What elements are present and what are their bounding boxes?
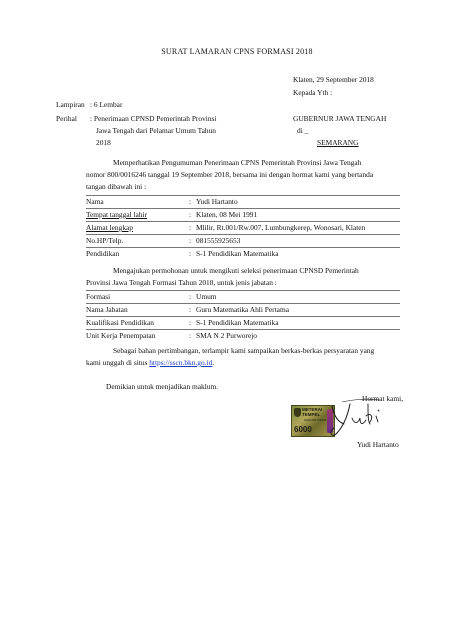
signer-name: Yudi Hartanto <box>357 440 399 449</box>
colon: : <box>189 331 192 340</box>
field-label: Unit Kerja Penempatan <box>86 331 156 340</box>
perihal-value-line1: : Penerimaan CPNSD Pemerintah Provinsi <box>90 114 217 123</box>
field-value: Yudi Hartanto <box>196 197 238 206</box>
field-label: Kualifikasi Pendidikan <box>86 318 154 327</box>
intro-line3: tangan dibawah ini : <box>86 182 147 191</box>
recipient-line2: di _ <box>297 126 309 135</box>
lampiran-value: : 6 Lembar <box>90 100 123 109</box>
place-date: Klaten, 29 September 2018 <box>293 75 374 84</box>
perihal-value-line3: 2018 <box>96 138 111 147</box>
colon: : <box>189 305 192 314</box>
stamp-serial: 6AFF294774603 <box>304 418 327 422</box>
field-label: Tempat tanggal lahir <box>86 210 148 219</box>
field-label: Pendidikan <box>86 249 120 258</box>
colon: : <box>189 236 192 245</box>
intro-line1: Memperhatikan Pengumuman Penerimaan CPNS Pemerintah Provinsi Jawa Tengah <box>113 158 362 167</box>
field-value: Klaten, 08 Mei 1991 <box>196 210 258 219</box>
field-value: 081555925653 <box>196 236 241 245</box>
field-value: Mlilir, Rt.001/Rw.007, Lumbungkerep, Wonosari, Klaten <box>196 223 366 232</box>
table-rule <box>86 234 400 235</box>
consider-line1: Sebagai bahan pertimbangan, terlampir kami sampaikan berkas-berkas persyaratan yang <box>113 346 375 355</box>
table-rule <box>86 208 400 209</box>
field-label: Alamat lengkap <box>86 223 133 232</box>
table-rule <box>86 316 400 317</box>
field-label: No.HP/Telp. <box>86 236 124 245</box>
colon: : <box>189 249 192 258</box>
colon: : <box>189 197 192 206</box>
table-rule <box>86 329 400 330</box>
colon: : <box>189 292 192 301</box>
field-value: S-1 Pendidikan Matematika <box>196 318 279 327</box>
table-rule <box>86 221 400 222</box>
field-value: Guru Matematika Ahli Pertama <box>196 305 289 314</box>
field-label: Nama Jabatan <box>86 305 128 314</box>
perihal-value-line2: Jawa Tengah dari Pelamar Umum Tahun <box>96 126 216 135</box>
consider-line2 <box>86 358 214 367</box>
colon: : <box>189 223 192 232</box>
recipient-city: SEMARANG <box>317 138 359 147</box>
garuda-emblem-icon <box>294 408 301 417</box>
stamp-line1: METERAI <box>302 407 323 412</box>
table-rule <box>86 290 400 291</box>
regards-text: Hormat kami, <box>362 394 404 403</box>
closing-text: Demikian untuk menjadikan maklum. <box>106 382 219 391</box>
field-value: Umum <box>196 292 217 301</box>
letter-title: SURAT LAMARAN CPNS FORMASI 2018 <box>161 47 313 56</box>
field-label: Formasi <box>86 292 111 301</box>
field-value: SMA N 2 Purworejo <box>196 331 257 340</box>
stamp-line2: TEMPEL <box>302 412 321 417</box>
table-rule <box>86 195 400 196</box>
handwritten-signature <box>318 394 388 438</box>
apply-line2: Provinsi Jawa Tengah Formasi Tahun 2018, untuk jenis jabatan : <box>86 278 277 287</box>
colon: : <box>189 210 192 219</box>
sscn-link[interactable]: https://sscn.bkn.go.id <box>149 358 213 367</box>
field-value: S-1 Pendidikan Matematika <box>196 249 279 258</box>
consider-prefix: kami unggah di situs <box>86 358 150 367</box>
lampiran-label: Lampiran <box>56 100 85 109</box>
perihal-label: Perihal <box>56 114 77 123</box>
field-label: Nama <box>86 197 104 206</box>
stamp-value: 6000 <box>294 425 312 434</box>
to-label: Kepada Yth : <box>293 88 333 97</box>
consider-suffix: . <box>212 358 215 367</box>
apply-line1: Mengajukan permohonan untuk mengikuti seleksi penerimaan CPNSD Pemerintah <box>113 266 359 275</box>
recipient-line1: GUBERNUR JAWA TENGAH <box>293 114 387 123</box>
colon: : <box>189 318 192 327</box>
table-rule <box>86 247 400 248</box>
table-rule <box>86 303 400 304</box>
intro-line2: nomor 800/0016246 tanggal 19 September 2018, bersama ini dengan hormat kami yang bertanda <box>86 170 374 179</box>
